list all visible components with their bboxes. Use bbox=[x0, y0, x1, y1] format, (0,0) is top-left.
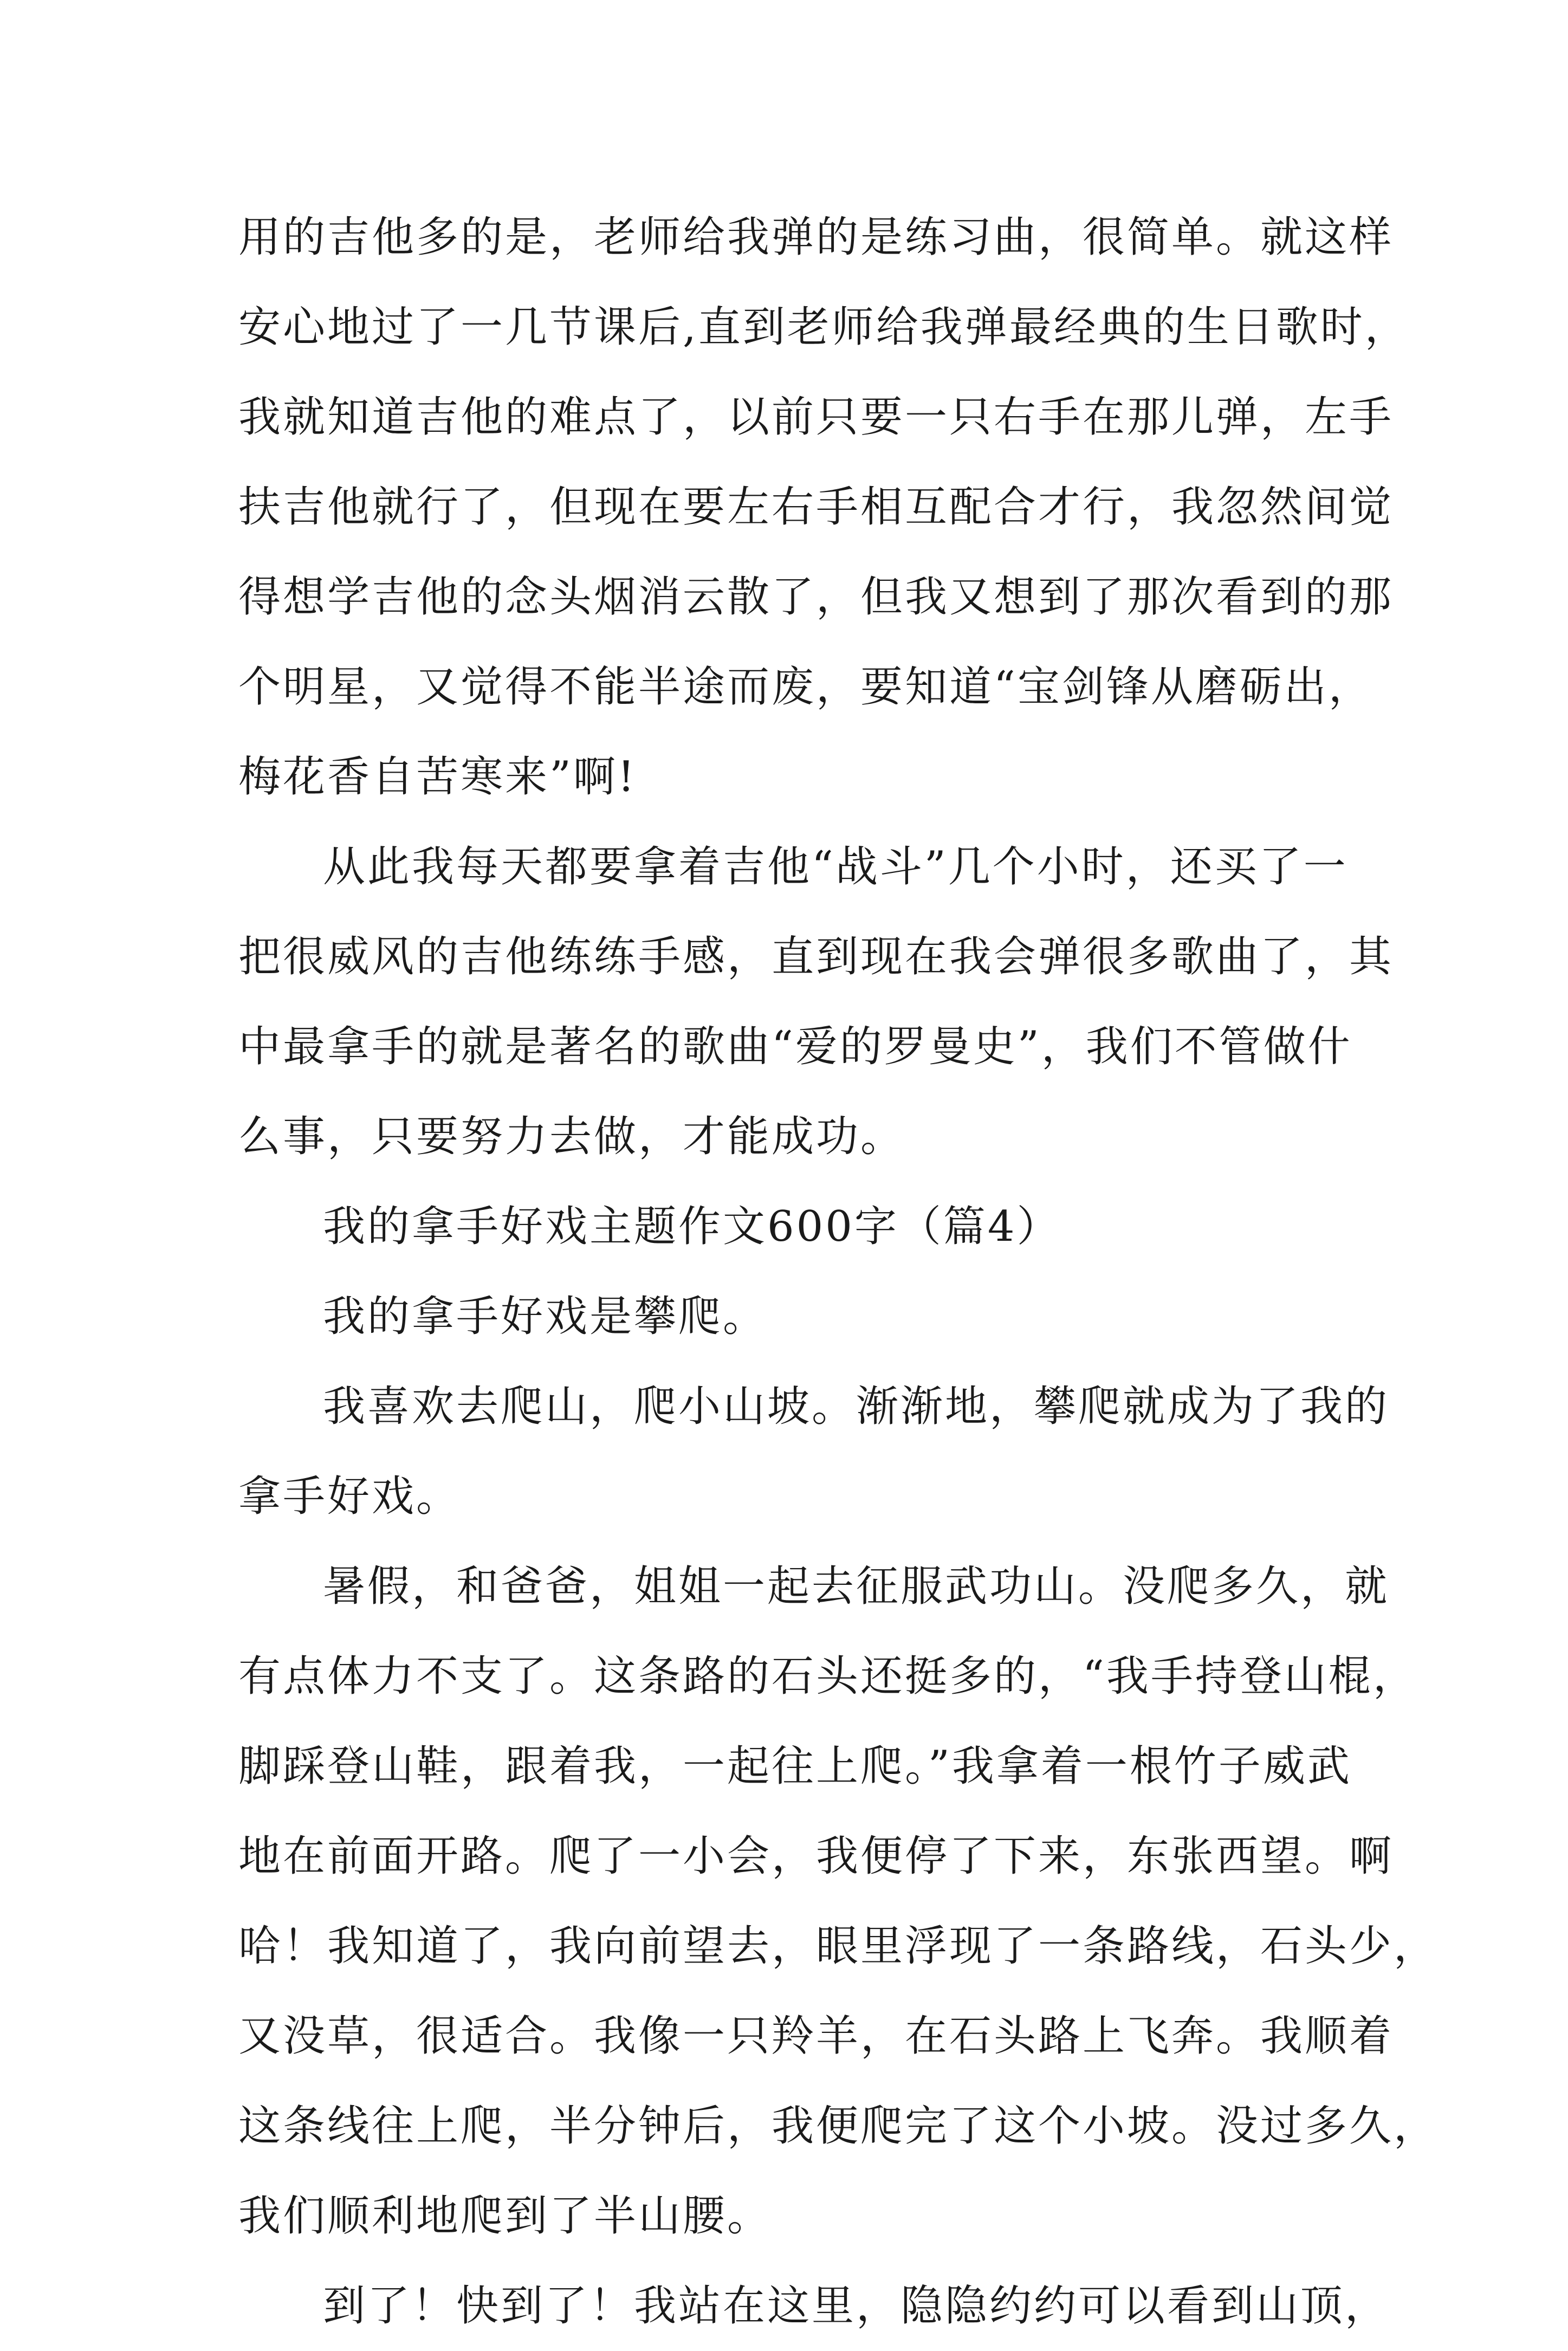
text-line: 个明星，又觉得不能半途而废，要知道“宝剑锋从磨砺出， bbox=[238, 663, 1373, 711]
text-line: 用的吉他多的是，老师给我弹的是练习曲，很简单。就这样 bbox=[238, 213, 1394, 262]
text-line: 脚踩登山鞋，跟着我，一起往上爬。”我拿着一根竹子威武 bbox=[238, 1742, 1352, 1791]
text-line: 得想学吉他的念头烟消云散了，但我又想到了那次看到的那 bbox=[238, 573, 1394, 621]
text-line: 有点体力不支了。这条路的石头还挺多的，“我手持登山棍， bbox=[238, 1652, 1417, 1701]
text-line: 安心地过了一几节课后,直到老师给我弹最经典的生日歌时， bbox=[238, 303, 1409, 352]
paragraph-start-line: 暑假，和爸爸，姐姐一起去征服武功山。没爬多久，就 bbox=[323, 1562, 1390, 1611]
text-line: 拿手好戏。 bbox=[238, 1472, 461, 1521]
essay-text bbox=[238, 192, 1439, 2351]
text-line: 我就知道吉他的难点了，以前只要一只右手在那儿弹，左手 bbox=[238, 393, 1394, 442]
text-line: 把很威风的吉他练练手感，直到现在我会弹很多歌曲了，其 bbox=[238, 932, 1394, 981]
text-line: 梅花香自苦寒来”啊! bbox=[238, 753, 637, 801]
paragraph-start-line: 我的拿手好戏是攀爬。 bbox=[323, 1292, 768, 1341]
paragraph-start-line: 我喜欢去爬山，爬小山坡。渐渐地，攀爬就成为了我的 bbox=[323, 1382, 1390, 1431]
text-line: 我们顺利地爬到了半山腰。 bbox=[238, 2192, 772, 2240]
text-line: 这条线往上爬，半分钟后，我便爬完了这个小坡。没过多久， bbox=[238, 2102, 1439, 2151]
paragraph-start-line: 从此我每天都要拿着吉他“战斗”几个小时，还买了一 bbox=[323, 843, 1348, 891]
text-line: 中最拿手的就是著名的歌曲“爱的罗曼史”，我们不管做什 bbox=[238, 1022, 1352, 1071]
paragraph-start-line: 到了！快到了！我站在这里，隐隐约约可以看到山顶， bbox=[323, 2282, 1390, 2330]
text-line: 哈！我知道了，我向前望去，眼里浮现了一条路线，石头少， bbox=[238, 1922, 1439, 1971]
text-line: 地在前面开路。爬了一小会，我便停了下来，东张西望。啊 bbox=[238, 1832, 1394, 1881]
text-line: 扶吉他就行了，但现在要左右手相互配合才行，我忽然间觉 bbox=[238, 483, 1394, 532]
text-line: 么事，只要努力去做，才能成功。 bbox=[238, 1112, 905, 1161]
section-heading: 我的拿手好戏主题作文600字（篇4） bbox=[323, 1202, 1061, 1251]
text-line: 又没草，很适合。我像一只羚羊，在石头路上飞奔。我顺着 bbox=[238, 2012, 1394, 2061]
